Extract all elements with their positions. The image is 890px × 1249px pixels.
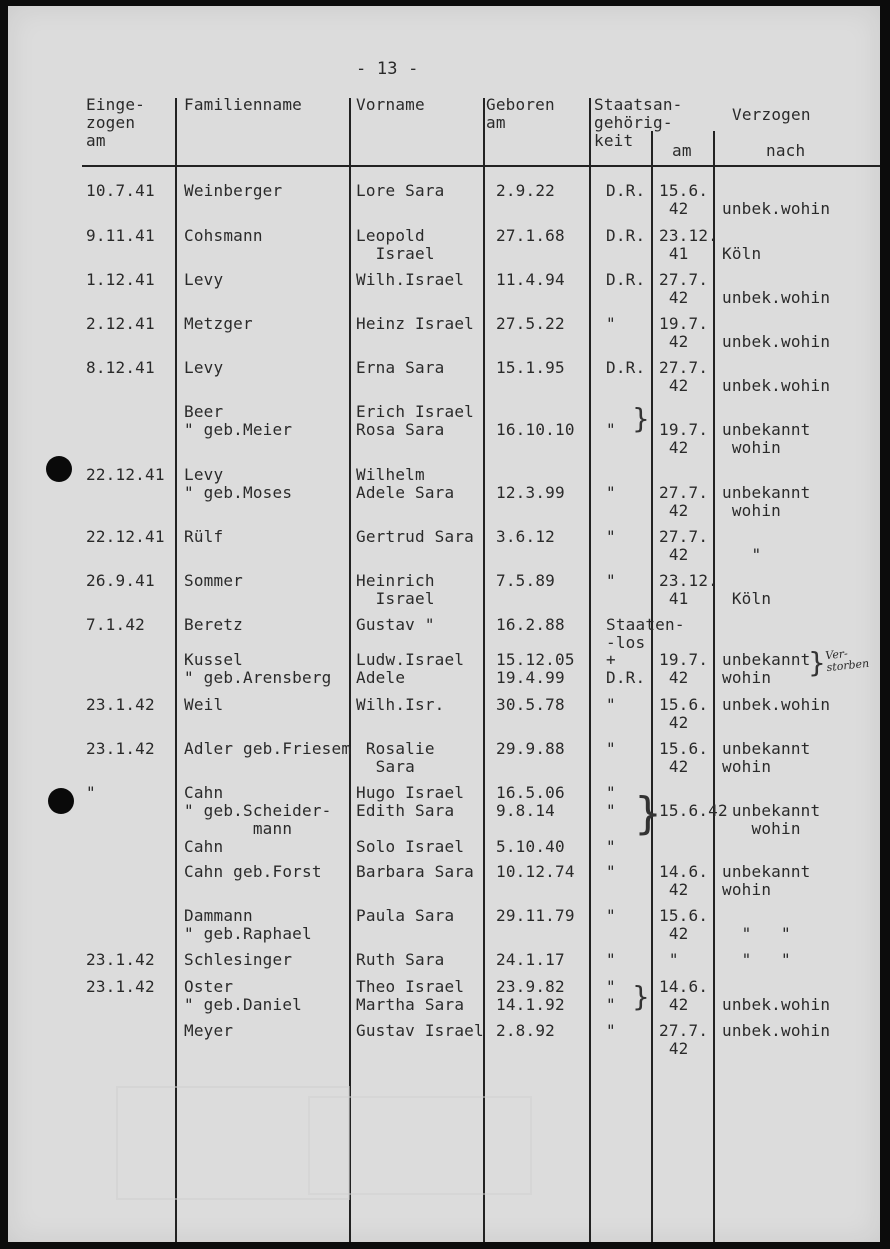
cell-eingezogen: 23.1.42	[86, 950, 155, 969]
cell-verzogen-am: "	[659, 950, 679, 969]
cell-verzogen-am: 15.6.42	[659, 801, 728, 820]
cell-staatsangehoerigkeit: "	[606, 420, 616, 439]
cell-eingezogen: 8.12.41	[86, 358, 155, 377]
cell-eingezogen: 9.11.41	[86, 226, 155, 245]
cell-verzogen-nach: "	[751, 545, 762, 564]
cell-staatsangehoerigkeit: "	[606, 862, 616, 881]
cell-vorname: Erich Israel Rosa Sara	[356, 402, 474, 439]
cell-familienname: Levy	[184, 270, 224, 289]
cell-familienname: Schlesinger	[184, 950, 293, 969]
cell-staatsangehoerigkeit: "	[606, 906, 616, 925]
cell-geboren: 15.1.95	[496, 358, 565, 377]
cell-staatsangehoerigkeit: "	[606, 571, 616, 590]
cell-geboren: 2.9.22	[496, 181, 555, 200]
cell-familienname: Weil	[184, 695, 224, 714]
brace-oster: }	[632, 980, 650, 1013]
cell-eingezogen: 1.12.41	[86, 270, 155, 289]
header-eingezogen: Einge- zogen am	[86, 95, 145, 150]
cell-staatsangehoerigkeit: " " "	[606, 783, 616, 856]
cell-staatsangehoerigkeit: D.R.	[606, 181, 646, 200]
cell-staatsangehoerigkeit: Staaten- -los	[606, 615, 685, 652]
cell-verzogen-am: 27.7. 42	[659, 527, 709, 564]
cell-staatsangehoerigkeit: "	[606, 950, 616, 969]
cell-vorname: Theo Israel Martha Sara	[356, 977, 465, 1014]
cell-vorname: Gertrud Sara	[356, 527, 474, 546]
cell-familienname: Meyer	[184, 1021, 234, 1040]
brace-beer: }	[632, 402, 650, 435]
punch-hole-bottom	[48, 788, 74, 814]
cell-geboren: 30.5.78	[496, 695, 565, 714]
cell-vorname: Leopold Israel	[356, 226, 435, 263]
cell-vorname: Hugo Israel Edith Sara Solo Israel	[356, 783, 465, 856]
cell-vorname: Gustav Israel	[356, 1021, 484, 1040]
cell-vorname: Barbara Sara	[356, 862, 474, 881]
page-number: - 13 -	[356, 59, 419, 79]
cell-familienname: Adler geb.Friesem	[184, 739, 352, 758]
brace-cahn: }	[634, 788, 662, 839]
cell-familienname: Kussel " geb.Arensberg	[184, 650, 332, 687]
header-nach: nach	[766, 141, 806, 160]
cell-familienname: Dammann " geb.Raphael	[184, 906, 312, 943]
cell-eingezogen: 2.12.41	[86, 314, 155, 333]
cell-geboren: 2.8.92	[496, 1021, 555, 1040]
cell-verzogen-nach: unbek.wohin	[722, 1021, 831, 1040]
punch-hole-top	[46, 456, 72, 482]
cell-geboren: 24.1.17	[496, 950, 565, 969]
cell-vorname: Ludw.Israel Adele	[356, 650, 465, 687]
cell-vorname: Wilh.Israel	[356, 270, 465, 289]
cell-verzogen-nach: unbek.wohin	[722, 332, 831, 351]
cell-verzogen-am: 23.12. 41	[659, 226, 718, 263]
cell-familienname: Sommer	[184, 571, 243, 590]
cell-familienname: Beer " geb.Meier	[184, 402, 293, 439]
cell-eingezogen: "	[86, 783, 96, 802]
cell-verzogen-nach: Köln	[731, 589, 772, 608]
header-rule	[82, 165, 880, 167]
cell-staatsangehoerigkeit: D.R.	[606, 226, 646, 245]
cell-verzogen-am: 19.7. 42	[659, 650, 709, 687]
cell-vorname: Heinz Israel	[356, 314, 474, 333]
column-rule-4	[589, 98, 591, 1242]
cell-verzogen-am: 19.7. 42	[659, 314, 709, 351]
cell-verzogen-nach: unbekannt wohin	[722, 650, 811, 687]
cell-verzogen-nach: " "	[722, 950, 791, 969]
cell-geboren: 27.1.68	[496, 226, 565, 245]
document-page	[8, 6, 880, 1242]
cell-verzogen-am: 15.6. 42	[659, 181, 709, 218]
cell-familienname: Levy	[184, 358, 224, 377]
cell-geboren: 7.5.89	[496, 571, 555, 590]
handwritten-note: Ver- storben	[824, 646, 870, 675]
column-rule-3	[483, 98, 485, 1242]
cell-eingezogen: 23.1.42	[86, 695, 155, 714]
cell-eingezogen: 23.1.42	[86, 739, 155, 758]
cell-vorname: Lore Sara	[356, 181, 445, 200]
cell-verzogen-nach: " "	[741, 924, 791, 943]
cell-verzogen-am: 27.7. 42	[659, 358, 709, 395]
cell-eingezogen: 7.1.42	[86, 615, 145, 634]
cell-verzogen-nach: unbekannt wohin	[731, 801, 821, 838]
header-vorname: Vorname	[356, 95, 425, 114]
brace-kussel: }	[808, 646, 826, 679]
cell-verzogen-am: 23.12. 41	[659, 571, 718, 608]
cell-geboren: 16.2.88	[496, 615, 565, 634]
faded-stamp-2	[308, 1096, 532, 1195]
column-rule-6	[713, 131, 715, 1242]
cell-staatsangehoerigkeit: "	[606, 314, 616, 333]
cell-familienname: Metzger	[184, 314, 253, 333]
cell-verzogen-nach: unbek.wohin	[722, 995, 831, 1014]
cell-staatsangehoerigkeit: "	[606, 527, 616, 546]
cell-verzogen-nach: unbekannt wohin	[722, 862, 811, 899]
cell-verzogen-nach: Köln	[722, 244, 762, 263]
cell-verzogen-nach: unbekannt wohin	[722, 739, 811, 776]
cell-familienname: Rülf	[184, 527, 224, 546]
header-familienname: Familienname	[184, 95, 302, 114]
header-am: am	[672, 141, 692, 160]
cell-verzogen-am: 27.7. 42	[659, 1021, 709, 1058]
cell-geboren: 3.6.12	[496, 527, 555, 546]
cell-eingezogen: 22.12.41	[86, 527, 165, 546]
cell-staatsangehoerigkeit: "	[606, 695, 616, 714]
cell-geboren: 29.11.79	[496, 906, 575, 925]
cell-verzogen-am: 14.6. 42	[659, 862, 709, 899]
cell-eingezogen: 23.1.42	[86, 977, 155, 996]
cell-familienname: Levy " geb.Moses	[184, 465, 293, 502]
cell-verzogen-am: 27.7. 42	[659, 270, 709, 307]
cell-geboren: 16.5.06 9.8.14 5.10.40	[496, 783, 565, 856]
cell-geboren: 11.4.94	[496, 270, 565, 289]
cell-eingezogen: 26.9.41	[86, 571, 155, 590]
column-rule-1	[175, 98, 177, 1242]
cell-staatsangehoerigkeit: + D.R.	[606, 650, 646, 687]
cell-geboren: 10.12.74	[496, 862, 575, 881]
cell-geboren: 23.9.82 14.1.92	[496, 977, 565, 1014]
cell-verzogen-nach: unbekannt wohin	[722, 420, 811, 457]
cell-vorname: Heinrich Israel	[356, 571, 435, 608]
cell-verzogen-nach: unbek.wohin	[722, 376, 831, 395]
cell-familienname: Oster " geb.Daniel	[184, 977, 302, 1014]
cell-vorname: Wilh.Isr.	[356, 695, 445, 714]
cell-geboren: 15.12.05 19.4.99	[496, 650, 575, 687]
cell-verzogen-am: 14.6. 42	[659, 977, 709, 1014]
cell-vorname: Ruth Sara	[356, 950, 445, 969]
cell-verzogen-nach: unbek.wohin	[722, 695, 831, 714]
cell-geboren: 12.3.99	[496, 483, 565, 502]
cell-eingezogen: 10.7.41	[86, 181, 155, 200]
cell-verzogen-am: 15.6. 42	[659, 695, 709, 732]
cell-staatsangehoerigkeit: "	[606, 739, 616, 758]
cell-verzogen-am: 19.7. 42	[659, 420, 709, 457]
cell-eingezogen: 22.12.41	[86, 465, 165, 484]
cell-staatsangehoerigkeit: "	[606, 1021, 616, 1040]
cell-geboren: 16.10.10	[496, 420, 575, 439]
cell-staatsangehoerigkeit: D.R.	[606, 270, 646, 289]
cell-familienname: Weinberger	[184, 181, 283, 200]
cell-familienname: Beretz	[184, 615, 243, 634]
cell-familienname: Cahn " geb.Scheider- mann Cahn	[184, 783, 332, 856]
cell-geboren: 27.5.22	[496, 314, 565, 333]
column-rule-5	[651, 131, 653, 1242]
cell-staatsangehoerigkeit: " "	[606, 977, 616, 1014]
cell-verzogen-am: 27.7. 42	[659, 483, 709, 520]
cell-staatsangehoerigkeit: "	[606, 483, 616, 502]
cell-familienname: Cahn geb.Forst	[184, 862, 322, 881]
cell-geboren: 29.9.88	[496, 739, 565, 758]
cell-verzogen-am: 15.6. 42	[659, 739, 709, 776]
cell-vorname: Erna Sara	[356, 358, 445, 377]
cell-vorname: Rosalie Sara	[365, 739, 435, 776]
header-staatsangehoerigkeit: Staatsan- gehörig- keit	[594, 95, 683, 150]
cell-vorname: Wilhelm Adele Sara	[356, 465, 455, 502]
cell-verzogen-nach: unbek.wohin	[722, 288, 831, 307]
cell-verzogen-nach: unbekannt wohin	[722, 483, 811, 520]
cell-verzogen-am: 15.6. 42	[659, 906, 709, 943]
header-verzogen: Verzogen	[732, 105, 811, 124]
cell-staatsangehoerigkeit: D.R.	[606, 358, 646, 377]
cell-familienname: Cohsmann	[184, 226, 263, 245]
column-rule-2	[349, 98, 351, 1242]
cell-verzogen-nach: unbek.wohin	[722, 199, 831, 218]
header-geboren: Geboren am	[486, 95, 555, 132]
cell-vorname: Gustav "	[356, 615, 435, 634]
cell-vorname: Paula Sara	[356, 906, 455, 925]
